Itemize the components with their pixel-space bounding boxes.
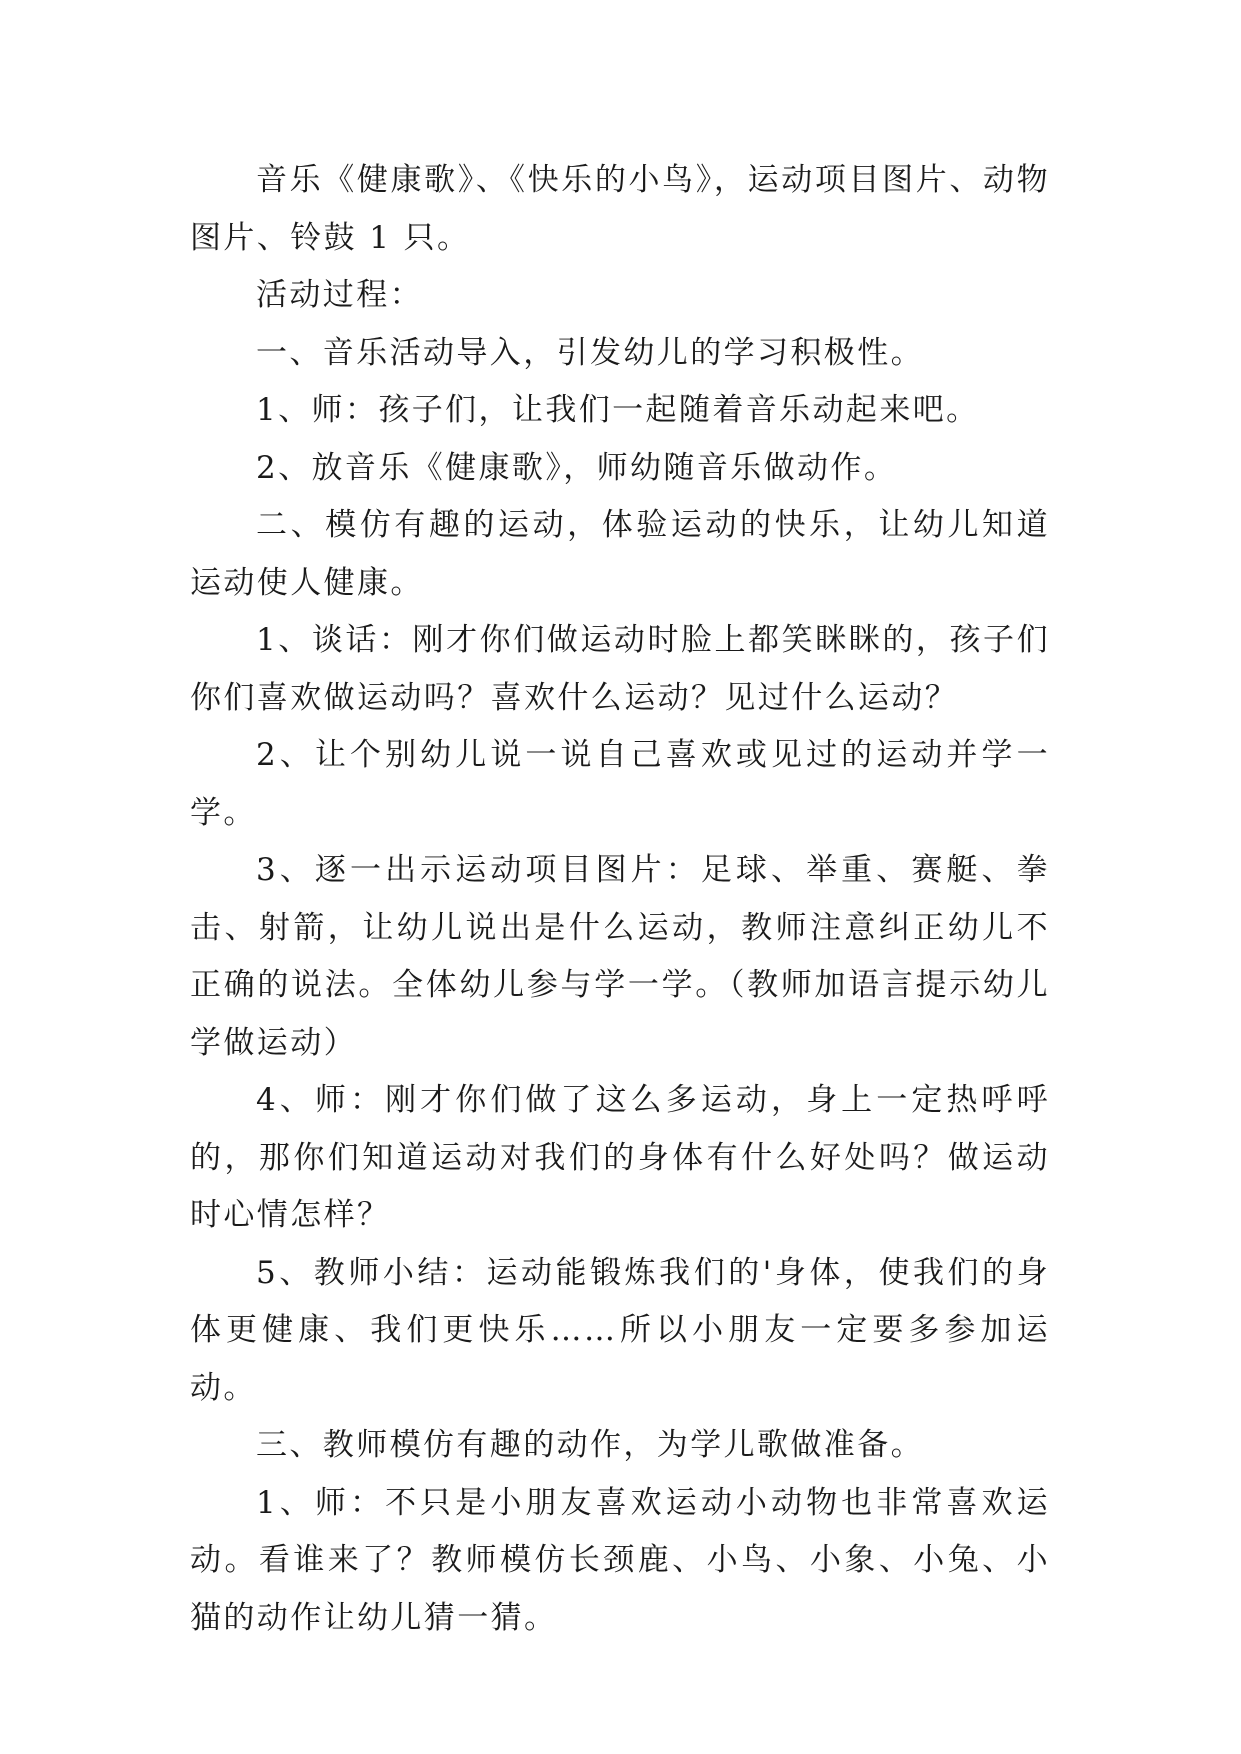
- document-body: [190, 152, 1050, 1647]
- paragraph-step-2-5: 5、教师小结：运动能锻炼我们的'身体，使我们的身体更健康、我们更快乐……所以小朋友一定要多参加运动。: [190, 1254, 1050, 1406]
- paragraph-materials: 音乐《健康歌》、《快乐的小鸟》，运动项目图片、动物图片、铃鼓 1 只。: [190, 162, 1050, 256]
- paragraph-step-2-2: 2、让个别幼儿说一说自己喜欢或见过的运动并学一学。: [190, 737, 1050, 831]
- paragraph-step-1-1: 1、师：孩子们，让我们一起随着音乐动起来吧。: [256, 392, 980, 428]
- paragraph-step-2-1: 1、谈话：刚才你们做运动时脸上都笑眯眯的，孩子们你们喜欢做运动吗？喜欢什么运动？见过什么运动？: [190, 622, 1050, 716]
- paragraph-step-2-4: 4、师：刚才你们做了这么多运动，身上一定热呼呼的，那你们知道运动对我们的身体有什么好处吗？做运动时心情怎样？: [190, 1082, 1050, 1233]
- paragraph-process-heading: 活动过程：: [256, 277, 423, 313]
- paragraph-step-2-3: 3、逐一出示运动项目图片：足球、举重、赛艇、拳击、射箭，让幼儿说出是什么运动，教师注意纠正幼儿不正确的说法。全体幼儿参与学一学。（教师加语言提示幼儿学做运动）: [190, 852, 1050, 1061]
- paragraph-section-3-heading: 三、教师模仿有趣的动作，为学儿歌做准备。: [256, 1427, 924, 1463]
- paragraph-section-2-heading: 二、模仿有趣的运动，体验运动的快乐，让幼儿知道运动使人健康。: [190, 507, 1050, 601]
- paragraph-step-3-1: 1、师：不只是小朋友喜欢运动小动物也非常喜欢运动。看谁来了？教师模仿长颈鹿、小鸟、小象、小兔、小猫的动作让幼儿猜一猜。: [190, 1484, 1050, 1636]
- paragraph-step-1-2: 2、放音乐《健康歌》，师幼随音乐做动作。: [256, 449, 898, 486]
- paragraph-section-1-heading: 一、音乐活动导入，引发幼儿的学习积极性。: [256, 334, 924, 371]
